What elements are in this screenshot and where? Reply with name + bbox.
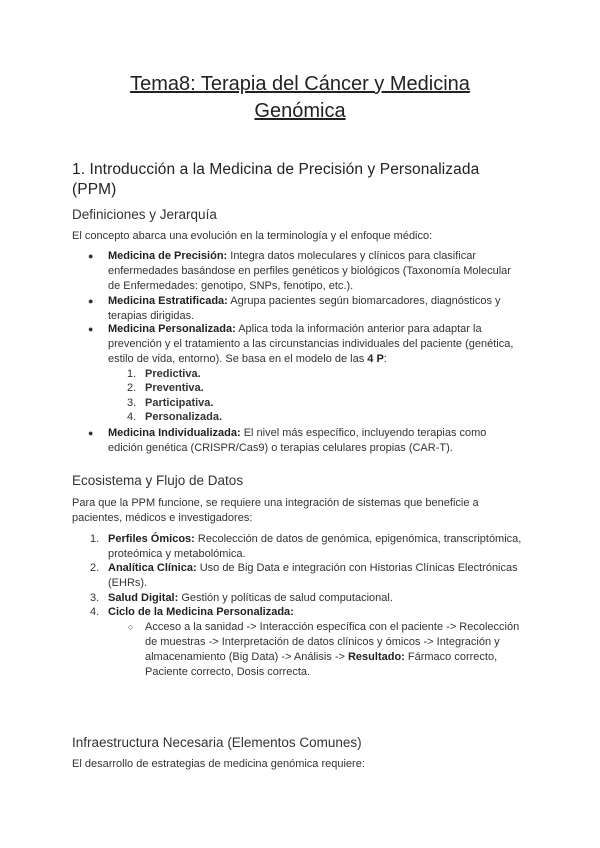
list-item-text: El nivel más específico, incluyendo terapias como bbox=[240, 427, 487, 439]
sub-item-label: Participativa. bbox=[145, 397, 214, 409]
list-item-personalized bbox=[88, 322, 536, 367]
bullet-icon: ● bbox=[88, 251, 94, 261]
list-item-text: enfermedades basándose en perfiles genéticos y biológicos (Taxonomía Molecular bbox=[108, 265, 511, 277]
list-item-individualized bbox=[88, 426, 536, 456]
list-item-term: Medicina Personalizada: bbox=[108, 323, 236, 335]
numbered-item-term: Ciclo de la Medicina Personalizada: bbox=[108, 606, 294, 618]
cycle-description bbox=[128, 620, 530, 680]
sub-item-label: Personalizada. bbox=[145, 411, 223, 423]
ecosystem-intro bbox=[72, 496, 542, 526]
list-item-text: edición genética (CRISPR/Cas9) o terapias celulares propias (CAR-T). bbox=[108, 442, 453, 454]
sub-item-predictive bbox=[127, 367, 537, 382]
cycle-result-label: Resultado: bbox=[347, 651, 405, 663]
subsection-heading-infrastructure: Infraestructura Necesaria (Elementos Comunes) bbox=[72, 735, 362, 750]
list-item-precision bbox=[88, 249, 536, 294]
numbered-item-term: Analítica Clínica: bbox=[108, 562, 197, 574]
list-item-stratified bbox=[88, 294, 536, 324]
list-item-text: Aplica toda la información anterior para adaptar la bbox=[235, 323, 482, 335]
list-item-text: prevención y el tratamiento a las circunstancias individuales del paciente (genética, bbox=[108, 338, 514, 350]
bullet-icon: ● bbox=[88, 324, 94, 334]
sub-item-label: Predictiva. bbox=[145, 368, 201, 380]
subsection-heading-definitions: Definiciones y Jerarquía bbox=[72, 207, 217, 222]
cycle-line-3-prefix: almacenamiento (Big Data) -> Análisis -> bbox=[145, 651, 348, 663]
circle-bullet-icon: ○ bbox=[128, 622, 134, 632]
sub-item-label: Preventiva. bbox=[145, 382, 204, 394]
numbered-item-text: Gestión y políticas de salud computacional. bbox=[178, 592, 393, 604]
bullet-icon: ● bbox=[88, 428, 94, 438]
cycle-line-3-suffix: Fármaco correcto, bbox=[404, 651, 498, 663]
list-item-term: Medicina Estratificada: bbox=[108, 295, 228, 307]
document-title-line-2: Genómica bbox=[254, 100, 346, 122]
emphasis-suffix: : bbox=[383, 353, 387, 365]
infrastructure-intro: El desarrollo de estrategias de medicina genómica requiere: bbox=[72, 758, 365, 770]
numbered-item-number: 1. bbox=[90, 533, 100, 545]
list-item-text: estilo de vida, entorno). Se basa en el modelo de las bbox=[108, 353, 368, 365]
sub-item-personalized bbox=[127, 410, 537, 425]
sub-item-participative bbox=[127, 396, 537, 411]
numbered-item-text: Recolección de datos de genómica, epigenómica, transcriptómica, bbox=[194, 533, 522, 545]
sub-item-number: 4. bbox=[127, 411, 137, 423]
emphasis-4p: 4 P bbox=[367, 353, 384, 365]
numbered-item-cycle bbox=[90, 605, 536, 620]
numbered-item-omics bbox=[90, 532, 536, 562]
sub-item-preventive bbox=[127, 381, 537, 396]
bullet-icon: ● bbox=[88, 296, 94, 306]
cycle-line-1: Acceso a la sanidad -> Interacción específica con el paciente -> Recolección bbox=[145, 621, 520, 633]
numbered-item-term: Perfiles Ómicos: bbox=[108, 533, 195, 545]
numbered-item-number: 4. bbox=[90, 606, 100, 618]
definitions-intro: El concepto abarca una evolución en la terminología y el enfoque médico: bbox=[72, 230, 433, 242]
numbered-item-text: (EHRs). bbox=[108, 577, 148, 589]
list-item-term: Medicina Individualizada: bbox=[108, 427, 241, 439]
sub-item-number: 1. bbox=[127, 368, 137, 380]
numbered-item-number: 2. bbox=[90, 562, 100, 574]
sub-item-number: 2. bbox=[127, 382, 137, 394]
section-heading-line-2: (PPM) bbox=[72, 181, 117, 198]
list-item-text: Integra datos moleculares y clínicos para clasificar bbox=[227, 250, 477, 262]
section-heading bbox=[72, 160, 542, 200]
numbered-item-text: proteómica y metabolómica. bbox=[108, 548, 246, 560]
sub-item-number: 3. bbox=[127, 397, 137, 409]
subsection-heading-ecosystem: Ecosistema y Flujo de Datos bbox=[72, 473, 244, 488]
list-item-text: de Enfermedades: genotipo, SNPs, fenotipo, etc.). bbox=[108, 280, 354, 292]
ecosystem-intro-line-2: pacientes, médicos e investigadores: bbox=[72, 512, 253, 524]
numbered-item-clinical-analytics bbox=[90, 561, 536, 591]
ecosystem-intro-line-1: Para que la PPM funcione, se requiere una integración de sistemas que beneficie a bbox=[72, 497, 479, 509]
cycle-line-2: de muestras -> Interpretación de datos clínicos y ómicos -> Integración y bbox=[145, 636, 500, 648]
numbered-item-number: 3. bbox=[90, 592, 100, 604]
list-item-text: Agrupa pacientes según biomarcadores, diagnósticos y bbox=[227, 295, 501, 307]
numbered-item-text: Uso de Big Data e integración con Historias Clínicas Electrónicas bbox=[196, 562, 518, 574]
list-item-term: Medicina de Precisión: bbox=[108, 250, 228, 262]
section-heading-line-1: 1. Introducción a la Medicina de Precisión y Personalizada bbox=[72, 161, 480, 178]
document-title bbox=[60, 71, 540, 125]
list-item-text: terapias dirigidas. bbox=[108, 310, 195, 322]
numbered-item-digital-health bbox=[90, 591, 536, 606]
document-title-line-1: Tema8: Terapia del Cáncer y Medicina bbox=[130, 73, 470, 95]
numbered-item-term: Salud Digital: bbox=[108, 592, 179, 604]
cycle-line-4: Paciente correcto, Dosis correcta. bbox=[145, 666, 311, 678]
